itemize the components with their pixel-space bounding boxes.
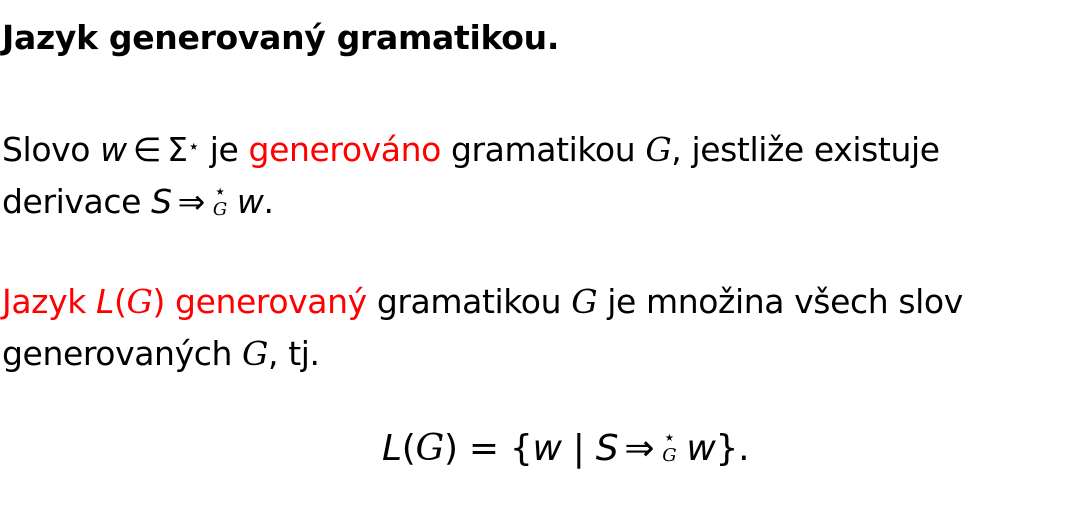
eq-w-2: w (686, 428, 716, 469)
eq-arrow-star: ⋆ (663, 425, 676, 449)
definition-generated-word (2, 124, 940, 228)
highlight-L: L (96, 282, 115, 321)
highlight-rparen: ) (152, 282, 165, 321)
eq-bar: | (561, 428, 596, 469)
var-S: S (151, 182, 172, 221)
text-generovanych: generovaných (2, 334, 243, 373)
arrow-sub-grammar: G (212, 198, 227, 220)
definition-line-2 (2, 176, 940, 228)
slide-title: Jazyk generovaný gramatikou. (2, 18, 560, 57)
eq-arrow-scripts (662, 427, 676, 465)
text-tj: , tj. (268, 334, 320, 373)
text-je: je (199, 130, 249, 169)
eq-arrow-sub-grammar: G (662, 445, 677, 466)
eq-w: w (532, 428, 562, 469)
grammar-symbol-2: G (571, 282, 598, 321)
var-w-2: w (236, 182, 264, 221)
period: . (263, 182, 274, 221)
highlight-lparen: ( (114, 282, 127, 321)
text-gramatikou-2: gramatikou (366, 282, 572, 321)
eq-S: S (595, 428, 619, 469)
language-equation (382, 425, 750, 469)
arrow-scripts (212, 178, 227, 220)
highlight-jazyk: Jazyk (2, 282, 97, 321)
text-je-mnozina: je množina všech slov (597, 282, 963, 321)
definition-language (2, 276, 963, 380)
text-derivace: derivace (2, 182, 152, 221)
text-jestlize-existuje: , jestliže existuje (671, 130, 940, 169)
eq-rparen-equals-brace: ) = { (443, 428, 533, 469)
eq-G: G (415, 428, 444, 469)
highlight-G: G (126, 282, 153, 321)
eq-lparen: ( (401, 428, 416, 469)
eq-derivation-arrow: ⇒ (624, 428, 655, 469)
sym-sigma: Σ (167, 130, 188, 169)
text-gramatikou: gramatikou (440, 130, 646, 169)
grammar-symbol: G (645, 130, 672, 169)
language-line-1 (2, 276, 963, 328)
kleene-star: ⋆ (187, 134, 200, 158)
eq-L: L (382, 428, 402, 469)
definition-line-1 (2, 124, 940, 176)
grammar-symbol-3: G (242, 334, 269, 373)
op-element-of: ∈ (132, 130, 162, 169)
var-w: w (100, 130, 127, 169)
language-line-2 (2, 328, 963, 380)
arrow-star: ⋆ (213, 178, 226, 203)
eq-close: }. (715, 428, 750, 469)
text-slovo: Slovo (2, 130, 101, 169)
derivation-arrow: ⇒ (177, 182, 205, 221)
highlight-generovany: generovaný (164, 282, 367, 321)
highlight-generovano: generováno (248, 130, 441, 169)
